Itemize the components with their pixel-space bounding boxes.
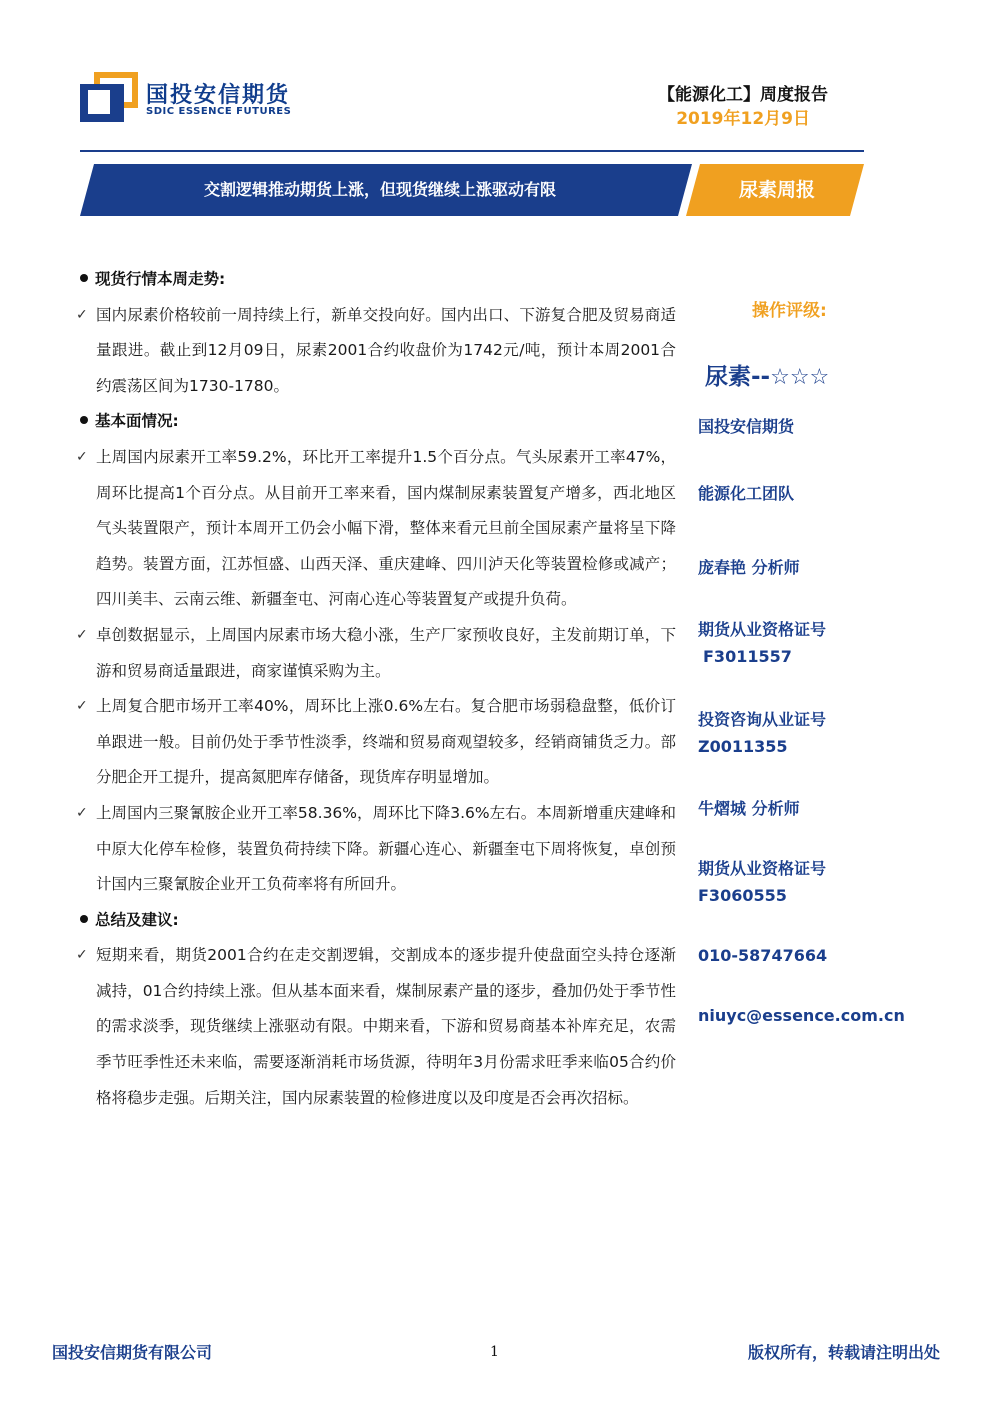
analyst-name: 庞春艳 分析师	[698, 558, 800, 577]
rating-stars-icon: ☆☆☆	[770, 365, 830, 390]
section-heading: 总结及建议:	[76, 903, 676, 939]
check-icon: ✓	[76, 947, 88, 964]
list-item: ✓ 上周国内三聚氰胺企业开工率58.36%，周环比下降3.6%左右。本周新增重庆建峰和中原大化停车检修，装置负荷持续下降。新疆心连心、新疆奎屯下周将恢复，卓创预计国内三聚氰胺企业开工负荷率将有所回升。	[76, 796, 676, 903]
cert-label: 期货从业资格证号	[698, 620, 827, 639]
sidebar-team: 能源化工团队	[698, 484, 795, 503]
bullet-dot-icon	[80, 416, 88, 424]
brand-name-cn: 国投安信期货	[146, 83, 291, 108]
list-item: ✓ 卓创数据显示，上周国内尿素市场大稳小涨，生产厂家预收良好，主发前期订单，下游和贸易商适量跟进，商家谨慎采购为主。	[76, 618, 676, 689]
bullet-dot-icon	[80, 915, 88, 923]
footer-company: 国投安信期货有限公司	[52, 1343, 213, 1362]
rating-label: 操作评级:	[752, 301, 827, 321]
section-heading: 基本面情况:	[76, 404, 676, 440]
contact-email[interactable]: niuyc@essence.com.cn	[698, 1006, 905, 1025]
rating-product: 尿素--	[705, 364, 771, 390]
check-icon: ✓	[76, 804, 88, 821]
check-icon: ✓	[76, 448, 88, 465]
footer-copyright: 版权所有，转载请注明出处	[747, 1343, 940, 1362]
analyst-name: 牛熠城 分析师	[698, 799, 800, 818]
check-icon: ✓	[76, 626, 88, 643]
check-icon: ✓	[76, 698, 88, 715]
bullet-dot-icon	[80, 274, 88, 282]
main-content	[76, 262, 676, 1116]
sidebar-company: 国投安信期货	[698, 417, 795, 436]
list-item: ✓ 上周复合肥市场开工率40%，周环比上涨0.6%左右。复合肥市场弱稳盘整，低价订单跟进一般。目前仍处于季节性淡季，终端和贸易商观望较多，经销商铺货乏力。部分肥企开工提升，提高氮肥库存储备，现货库存明显增加。	[76, 689, 676, 796]
check-icon: ✓	[76, 306, 88, 323]
consult-label: 投资咨询从业证号	[698, 710, 827, 729]
section-heading: 现货行情本周走势:	[76, 262, 676, 298]
report-date: 2019年12月9日	[676, 109, 810, 129]
rating-value	[705, 358, 829, 391]
report-category-tag: 尿素周报	[738, 179, 815, 201]
cert-label: 期货从业资格证号	[698, 859, 827, 878]
report-headline: 交割逻辑推动期货上涨，但现货继续上涨驱动有限	[203, 180, 556, 199]
consult-number: Z0011355	[698, 737, 788, 756]
contact-phone: 010-58747664	[698, 946, 828, 965]
list-item: ✓ 短期来看，期货2001合约在走交割逻辑，交割成本的逐步提升使盘面空头持仓逐渐减持，01合约持续上涨。但从基本面来看，煤制尿素产量的逐步，叠加仍处于季节性的需求淡季，现货继续上涨驱动有限。中期来看，下游和贸易商基本补库充足，农需季节旺季性还未来临，需要逐渐消耗市场货源，待明年3月份需求旺季来临05合约价格将稳步走强。后期关注，国内尿素装置的检修进度以及印度是否会再次招标。	[76, 938, 676, 1116]
page-number: 1	[490, 1344, 499, 1360]
list-item: ✓ 上周国内尿素开工率59.2%，环比开工率提升1.5个百分点。气头尿素开工率47%，周环比提高1个百分点。从目前开工率来看，国内煤制尿素装置复产增多，西北地区气头装置限产，预计本周开工仍会小幅下滑，整体来看元旦前全国尿素产量将呈下降趋势。装置方面，江苏恒盛、山西天泽、重庆建峰、四川泸天化等装置检修或减产；四川美丰、云南云维、新疆奎屯、河南心连心等装置复产或提升负荷。	[76, 440, 676, 618]
header-divider	[80, 150, 864, 152]
report-type: 【能源化工】周度报告	[658, 85, 828, 105]
list-item: ✓ 国内尿素价格较前一周持续上行，新单交投向好。国内出口、下游复合肥及贸易商适量跟进。截止到12月09日，尿素2001合约收盘价为1742元/吨，预计本周2001合约震荡区间为1730-1780。	[76, 298, 676, 405]
cert-number: F3060555	[698, 886, 787, 905]
brand-name-en: SDIC ESSENCE FUTURES	[146, 106, 292, 117]
cert-number: F3011557	[703, 647, 792, 666]
company-logo-icon	[80, 72, 140, 122]
